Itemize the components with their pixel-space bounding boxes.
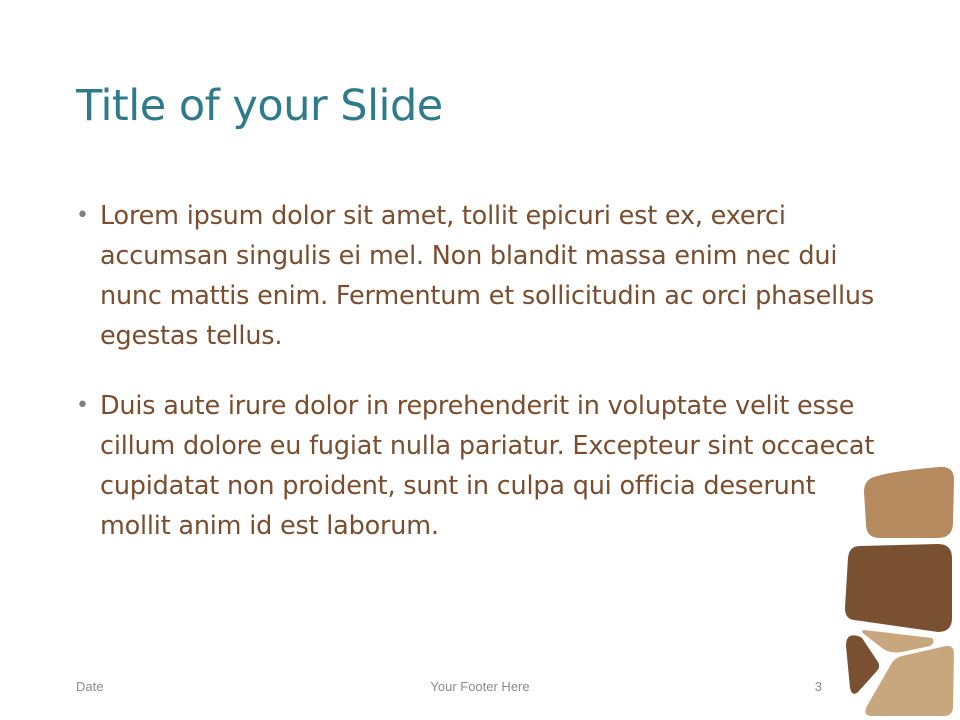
stone-wedge [846,635,879,693]
bullet-item-1 [76,196,876,356]
bullet-list [76,196,876,576]
footer-text: Your Footer Here [430,679,530,694]
slide-title: Title of your Slide [76,81,443,131]
stone-top [864,467,954,538]
bullet-text-2: Duis aute irure dolor in reprehenderit in voluptate velit esse cillum dolore eu fugiat nulla pariatur. Excepteur sint occaecat cupidatat non proident, sunt in culpa qui officia deserunt mollit anim id est laborum. [100,391,875,541]
footer-date: Date [76,679,104,694]
stone-stack-decoration [840,462,960,720]
slide-number: 3 [814,679,822,694]
bullet-marker: • [76,393,89,418]
stone-middle [845,544,952,632]
stone-bottom [865,646,954,716]
bullet-marker: • [76,203,89,228]
stone-sliver [862,630,934,653]
bullet-text-1: Lorem ipsum dolor sit amet, tollit epicuri est ex, exerci accumsan singulis ei mel. Non blandit massa enim nec dui nunc mattis enim. Fermentum et sollicitudin ac orci phasellus egestas tellus. [100,201,874,351]
bullet-item-2 [76,386,876,546]
